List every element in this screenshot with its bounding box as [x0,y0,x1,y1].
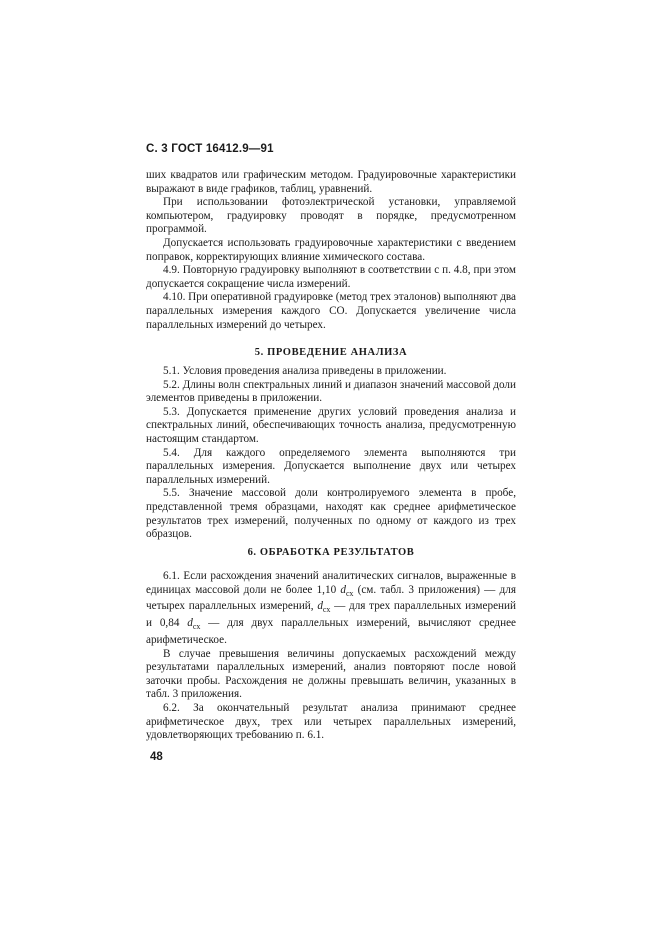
section4-continuation [146,169,516,332]
section5-body [146,365,516,542]
section6-heading-wrap [146,547,516,558]
paragraph: 4.9. Повторную градуировку выполняют в соответствии с п. 4.8, при этом допускается сокращение числа измерений. [146,264,516,290]
paragraph: 5.5. Значение массовой доли контролируемого элемента в пробе, представленной тремя образцами, находят как среднее арифметическое результатов трех измерений, полученных по одному от каждого из трех образцов. [146,487,516,541]
paragraph-6-1: 6.1. Если расхождения значений аналитических сигналов, выраженные в единицах массовой доли не более 1,10 $d_{сх}$ (см. табл. 3 приложения) — для четырех параллельных измерений, $d_{сх}$ — для трех параллельных измерений и 0,84 $d_{сх}$ — для двух параллельных измерений, вычисляют среднее арифметическое. [146,570,516,647]
section6-body [146,570,516,743]
paragraph: ших квадратов или графическим методом. Градуировочные характеристики выражают в виде графиков, таблиц, уравнений. [146,169,516,195]
paragraph: 4.10. При оперативной градуировке (метод трех эталонов) выполняют два параллельных измерения каждого СО. Допускается увеличение числа параллельных измерений до четырех. [146,291,516,331]
page-number: 48 [150,751,163,763]
paragraph: При использовании фотоэлектрической установки, управляемой компьютером, градуировку проводят в порядке, предусмотренном программой. [146,196,516,236]
paragraph: 5.1. Условия проведения анализа приведены в приложении. [163,365,447,377]
paragraph: Допускается использовать градуировочные характеристики с введением поправок, корректирующих влияние химического состава. [146,236,516,263]
paragraph: 5.2. Длины волн спектральных линий и диапазон значений массовой доли элементов приведены в приложении. [146,378,516,405]
running-header: С. 3 ГОСТ 16412.9—91 [146,143,274,155]
section-heading: 5. ПРОВЕДЕНИЕ АНАЛИЗА [254,347,408,358]
section5-heading-wrap [146,347,516,358]
paragraph: 6.2. За окончательный результат анализа принимают среднее арифметическое двух, трех или четырех параллельных измерений, удовлетворяющих требованию п. 6.1. [146,702,516,742]
section-heading: 6. ОБРАБОТКА РЕЗУЛЬТАТОВ [247,547,415,558]
paragraph: 5.4. Для каждого определяемого элемента выполняются три параллельных измерения. Допускается выполнение двух или четырех параллельных измерений. [146,446,516,486]
paragraph: В случае превышения величины допускаемых расхождений между результатами параллельных измерений, анализ повторяют после новой заточки пробы. Расхождения не должны превышать величин, указанных в табл. 3 приложения. [146,647,516,701]
paragraph: 5.3. Допускается применение других условий проведения анализа и спектральных линий, обеспечивающих точность анализа, предусмотренную настоящим стандартом. [146,405,516,445]
